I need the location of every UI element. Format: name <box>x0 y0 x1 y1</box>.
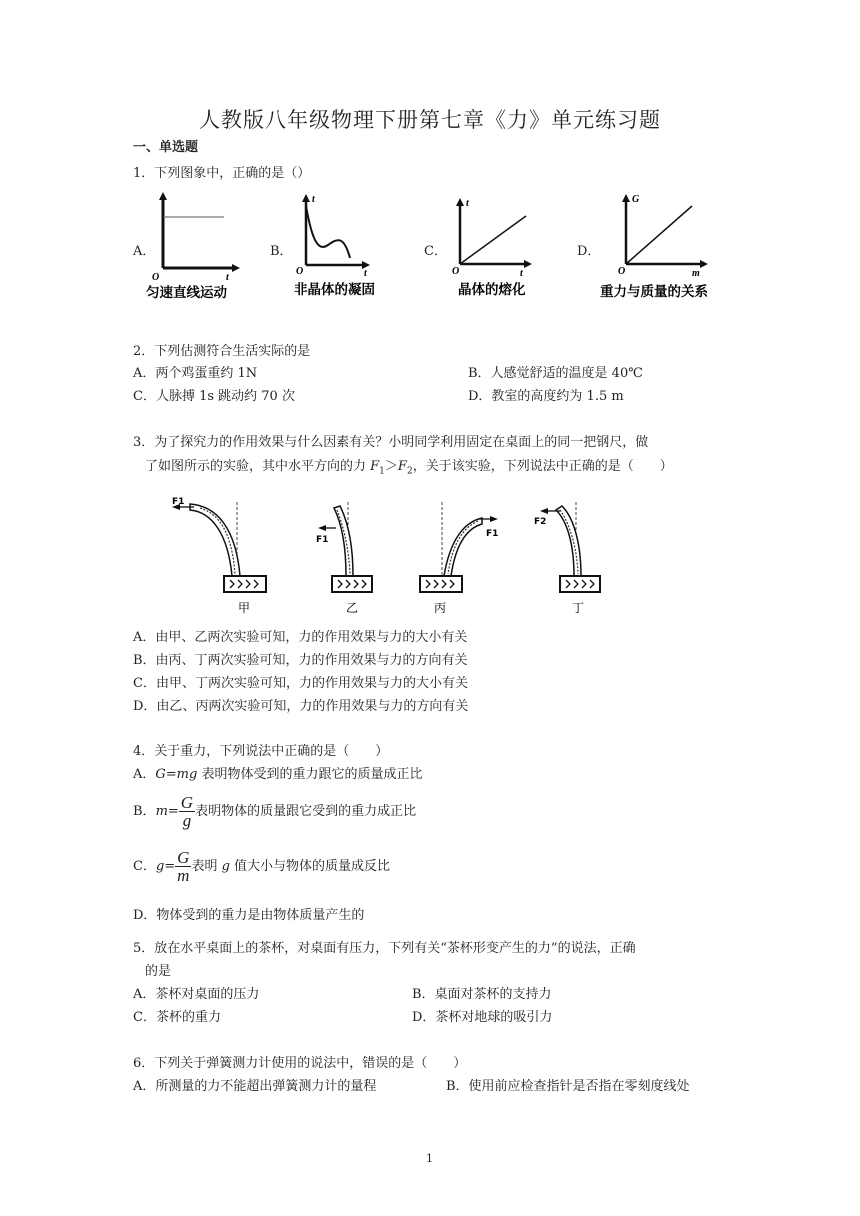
q3-figure-jia-label: F1 <box>172 497 185 507</box>
q1-option-b-letter: B． <box>270 244 293 259</box>
q1-graph-d-ylabel: G <box>632 194 640 205</box>
q1-graph-c-origin: O <box>452 266 460 277</box>
q3-stem-line1: 3．为了探究力的作用效果与什么因素有关？小明同学利用固定在桌面上的同一把钢尺，做 <box>133 435 649 450</box>
q3-figure-ding-label: F2 <box>534 517 547 527</box>
q3-stem-line2 <box>145 455 673 477</box>
q1-graph-d-origin: O <box>618 266 626 277</box>
q1-stem: 1．下列图象中，正确的是（） <box>133 166 311 181</box>
q3-f1: F <box>370 459 380 474</box>
q4-option-a-formula: G=mg <box>155 767 198 782</box>
q3-option-b: B．由丙、丁两次实验可知，力的作用效果与力的方向有关 <box>133 653 468 668</box>
q4-option-c-letter: C． <box>133 859 156 874</box>
q1-graph-b-xlabel: t <box>364 268 367 279</box>
q1-graph-a-xlabel: t <box>226 272 229 283</box>
q4-option-b-fraction <box>179 794 195 829</box>
q4-option-b-text: 表明物体的质量跟它受到的重力成正比 <box>195 804 417 819</box>
q5-option-a: A．茶杯对桌面的压力 <box>133 987 260 1002</box>
q3-stem-tail: ，关于该实验，下列说法中正确的是（ ） <box>412 459 673 474</box>
q2-option-a: A．两个鸡蛋重约 1N <box>133 366 258 381</box>
q3-stem-text: 了如图所示的实验，其中水平方向的力 <box>145 459 371 474</box>
q4-option-c-text2: 值大小与物体的质量成反比 <box>229 859 391 874</box>
q4-option-b-lhs: m= <box>155 804 179 819</box>
q3-option-a: A．由甲、乙两次实验可知，力的作用效果与力的大小有关 <box>133 630 468 645</box>
q5-option-d: D．茶杯对地球的吸引力 <box>412 1010 553 1025</box>
q1-option-c-letter: C． <box>424 244 447 259</box>
page-title: 人教版八年级物理下册第七章《力》单元练习题 <box>199 108 661 132</box>
q1-graph-b-ylabel: t <box>312 194 315 205</box>
q1-option-d-letter: D． <box>577 244 601 259</box>
q2-option-c: C．人脉搏 1s 跳动约 70 次 <box>133 389 295 404</box>
q4-option-c <box>133 849 390 884</box>
q5-option-b: B．桌面对茶杯的支持力 <box>412 987 552 1002</box>
q3-figure-ding-caption: 丁 <box>572 601 585 615</box>
q1-graph-d <box>600 190 730 302</box>
q1-caption-a: 匀速直线运动 <box>146 285 227 301</box>
q5-option-c: C．茶杯的重力 <box>133 1010 221 1025</box>
q4-option-b-letter: B． <box>133 804 156 819</box>
q3-f1-sub: 1 <box>379 466 385 477</box>
q3-figure-yi <box>296 494 386 618</box>
q3-f2: F <box>397 459 407 474</box>
q3-f2-sub: 2 <box>406 466 413 477</box>
q3-figure-bing <box>410 494 510 618</box>
q5-stem-line1: 5．放在水平桌面上的茶杯，对桌面有压力，下列有关“茶杯形变产生的力”的说法，正确 <box>133 941 636 956</box>
q4-stem: 4．关于重力，下列说法中正确的是（ ） <box>133 744 389 759</box>
q4-option-b-denominator: g <box>182 811 192 830</box>
page-number: 1 <box>426 1152 433 1165</box>
q4-option-c-fraction <box>175 849 191 884</box>
q4-option-c-numerator: G <box>177 848 190 867</box>
q2-option-d: D．教室的高度约为 1.5 m <box>468 389 624 404</box>
q1-graph-c-ylabel: t <box>466 198 469 209</box>
q6-option-b: B．使用前应检查指针是否指在零刻度线处 <box>446 1079 690 1094</box>
q1-graph-a-origin: O <box>152 272 160 283</box>
q3-option-d: D．由乙、丙两次实验可知，力的作用效果与力的方向有关 <box>133 699 469 714</box>
q2-stem: 2．下列估测符合生活实际的是 <box>133 344 311 359</box>
q4-option-c-denominator: m <box>177 866 190 885</box>
q6-option-a: A．所测量的力不能超出弹簧测力计的量程 <box>133 1079 377 1094</box>
q3-figure-yi-caption: 乙 <box>346 601 359 615</box>
q1-graph-d-xlabel: m <box>692 268 700 279</box>
q3-figure-bing-label: F1 <box>486 529 499 539</box>
q3-option-c: C．由甲、丁两次实验可知，力的作用效果与力的大小有关 <box>133 676 468 691</box>
q1-graph-c <box>446 192 556 302</box>
q4-option-a-text: 表明物体受到的重力跟它的质量成正比 <box>197 767 423 782</box>
q6-stem: 6．下列关于弹簧测力计使用的说法中，错误的是（ ） <box>133 1056 467 1071</box>
q4-option-a-letter: A． <box>133 767 156 782</box>
q1-graph-b <box>290 190 400 302</box>
q1-caption-c: 晶体的熔化 <box>458 282 526 298</box>
q4-option-a <box>133 763 422 782</box>
q3-figure-bing-caption: 丙 <box>434 601 447 615</box>
q1-graph-b-origin: O <box>296 266 304 277</box>
q4-option-b <box>133 794 416 829</box>
q1-caption-b: 非晶体的凝固 <box>294 282 375 298</box>
q5-stem-line2: 的是 <box>145 964 172 979</box>
q1-caption-d: 重力与质量的关系 <box>600 284 708 300</box>
q3-figure-jia <box>160 494 270 618</box>
q4-option-c-text1: 表明 <box>191 859 222 874</box>
q3-figure-yi-label: F1 <box>316 535 329 545</box>
q3-figure-jia-caption: 甲 <box>238 601 251 615</box>
q4-option-b-numerator: G <box>180 793 194 812</box>
q1-graph-a <box>146 190 256 302</box>
q4-option-c-var: g <box>221 859 230 874</box>
q1-option-a-letter: A． <box>133 244 156 259</box>
q4-option-c-lhs: g= <box>155 859 176 874</box>
q4-option-d: D．物体受到的重力是由物体质量产生的 <box>133 908 365 923</box>
q1-graph-c-xlabel: t <box>520 268 523 279</box>
q3-figure-ding <box>524 494 614 618</box>
section-heading: 一、单选题 <box>133 140 199 155</box>
q2-option-b: B．人感觉舒适的温度是 40℃ <box>468 366 643 381</box>
q3-gt: ＞ <box>384 459 398 474</box>
